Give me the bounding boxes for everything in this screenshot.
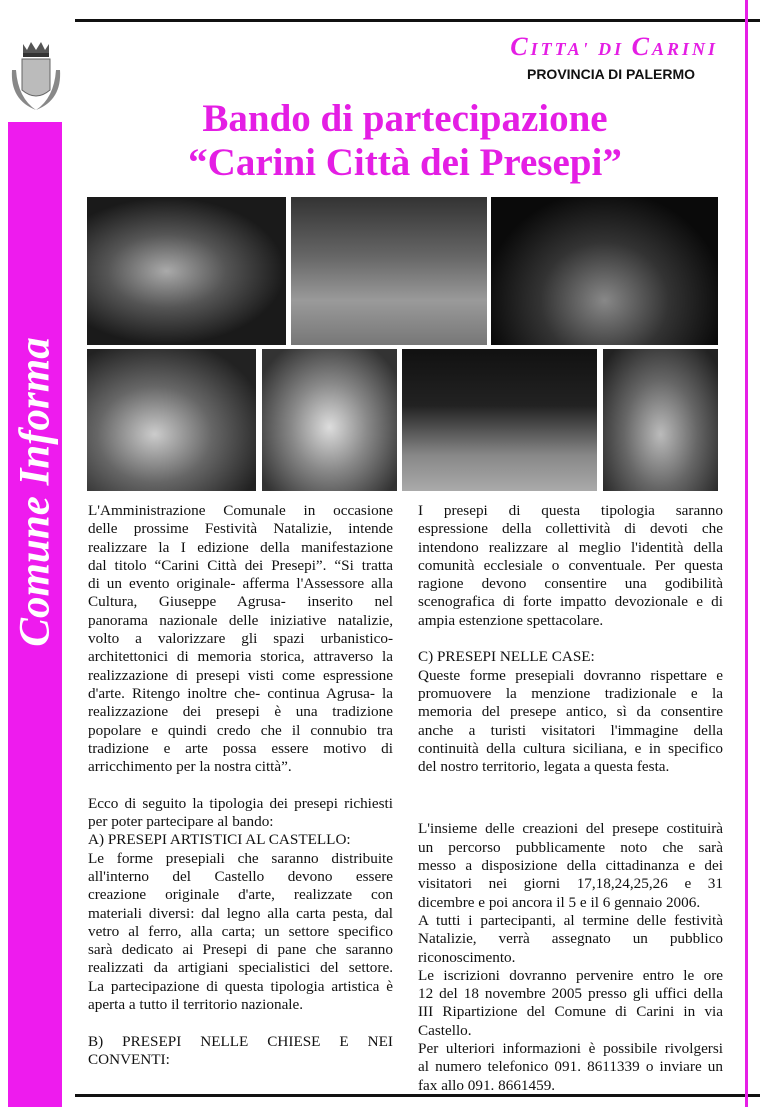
text-line: realizzare la I edizione della manifestazione — [88, 538, 393, 556]
text-line: popolare e quindi credo che il connubio tra — [88, 721, 393, 739]
text-line: delle prossime Festività Natalizie, intende — [88, 520, 393, 538]
text-line: espressione della collettività di devoti che — [418, 520, 723, 538]
paragraph-spacer — [88, 1014, 393, 1032]
photo-nativity-man — [290, 196, 488, 346]
text-line: I presepi di questa tipologia saranno — [418, 502, 723, 519]
text-line: L'insieme delle creazioni del presepe costituirà — [418, 820, 723, 838]
page-title: Bando di partecipazione — [202, 97, 608, 140]
paragraph — [418, 502, 723, 630]
left-text-column — [88, 502, 393, 1069]
text-line: Queste forme presepiali dovranno rispettare e — [418, 666, 723, 684]
text-line: Castello. — [418, 1021, 472, 1039]
paragraph-spacer — [418, 776, 723, 820]
text-line: sarà dedicato ai Presepi di pane che saranno — [88, 941, 393, 959]
text-line: realizzati da artigiani specialistici del settore. — [88, 959, 393, 977]
text-line: scenografica di forte impatto devozionale e di — [418, 593, 723, 611]
text-line: C) PRESEPI NELLE CASE: — [418, 648, 595, 666]
photo-nativity-woman — [86, 196, 287, 346]
text-line: dicembre e poi ancora il 5 e il 6 gennaio 2006. — [418, 893, 701, 911]
text-line: un percorso pubblicamente noto che sarà — [418, 838, 723, 856]
coat-of-arms-logo — [6, 40, 66, 118]
text-line: creazione originale d'arte, realizzate con — [88, 886, 393, 904]
text-line: visitatori nei giorni 17,18,24,25,26 e 31 — [418, 875, 723, 893]
text-line: memoria del presepe antico, sì da consentire — [418, 703, 723, 721]
sidebar-label: Comune Informa — [11, 337, 59, 647]
text-line: vetro al ferro, alla carta; un settore specifico — [88, 922, 393, 940]
text-line: promuovere la menzione tradizionale e la — [418, 684, 723, 702]
text-line: B) PRESEPI NELLE CHIESE E NEI — [88, 1032, 393, 1050]
text-line: arricchimento per la nostra città”. — [88, 758, 292, 776]
photo-mary-joseph — [261, 348, 398, 492]
paragraph — [88, 1033, 393, 1070]
text-line: CONVENTI: — [88, 1050, 170, 1068]
right-accent-bar — [745, 0, 748, 1107]
text-line: al numero telefonico 091. 8611339 o inviare un — [418, 1058, 723, 1076]
paragraph — [418, 648, 723, 776]
text-line: A) PRESEPI ARTISTICI AL CASTELLO: — [88, 831, 351, 849]
text-line: comunità ecclesiale o conventuale. Per questa — [418, 556, 723, 574]
text-line: materiali diversi: dal legno alla carta pesta, dal — [88, 904, 393, 922]
text-line: La partecipazione di questa tipologia artistica è — [88, 977, 393, 995]
paragraph-spacer — [88, 776, 393, 794]
text-line: ragione devono consentire una godibilità — [418, 575, 723, 593]
paragraph — [88, 795, 393, 1015]
photo-nativity-family — [86, 348, 257, 492]
text-line: d'arte. Ritengo inoltre che- continua Agrusa- la — [88, 684, 393, 702]
text-line: realizzazione dei presepi è una tradizione — [88, 703, 393, 721]
text-line: tradizione e arte possa essere motivo di — [88, 739, 393, 757]
text-line: dal titolo “Carini Città dei Presepi”. “Si tratta — [88, 556, 393, 574]
text-line: all'interno del Castello devono essere — [88, 867, 393, 885]
page-subtitle: “Carini Città dei Presepi” — [188, 141, 622, 184]
text-line: del nostro territorio, legata a questa festa. — [418, 758, 670, 776]
text-line: Per ulteriori informazioni è possibile rivolgersi — [418, 1040, 723, 1058]
text-line: aperta a tutto il territorio nazionale. — [88, 996, 304, 1014]
text-line: volto a valorizzare gli spazi urbanistico- — [88, 630, 393, 648]
text-line: architettonici di memoria storica, attraverso la — [88, 648, 393, 666]
text-line: III Ripartizione del Comune di Carini in via — [418, 1003, 723, 1021]
text-line: messo a disposizione della cittadinanza e dei — [418, 857, 723, 875]
text-line: panorama nazionale delle iniziative natalizie, — [88, 611, 393, 629]
text-line: di un evento originale- afferma l'Assessore alla — [88, 575, 393, 593]
paragraph — [88, 502, 393, 776]
text-line: intendono realizzare al meglio l'identità della — [418, 538, 723, 556]
paragraph-spacer — [418, 630, 723, 648]
text-line: Natalizie, verrà assegnato un pubblico — [418, 930, 723, 948]
text-line: Le iscrizioni dovranno pervenire entro le ore — [418, 966, 723, 984]
text-line: ampia estenzione spettacolare. — [418, 611, 604, 629]
top-rule — [75, 19, 760, 22]
text-line: 12 del 18 novembre 2005 presso gli uffici della — [418, 985, 723, 1003]
right-text-column — [418, 502, 723, 1095]
photo-interior-group — [602, 348, 719, 492]
city-name: CITTA' DI CARINI — [510, 32, 718, 61]
text-line: fax allo 091. 8661459. — [418, 1076, 556, 1094]
photo-hay-night — [401, 348, 598, 492]
text-line: continuità della cultura siciliana, e in specifico — [418, 739, 723, 757]
paragraph — [418, 820, 723, 1094]
text-line: per poter partecipare al bando: — [88, 813, 274, 831]
text-line: Ecco di seguito la tipologia dei presepi richiesti — [88, 794, 393, 812]
text-line: A tutti i partecipanti, al termine delle festività — [418, 911, 723, 929]
text-line: L'Amministrazione Comunale in occasione — [88, 502, 393, 519]
photo-night-procession — [490, 196, 719, 346]
text-line: realizzazione di presepi visti come espressione — [88, 666, 393, 684]
text-line: riconoscimento. — [418, 948, 516, 966]
province-name: PROVINCIA DI PALERMO — [526, 66, 695, 82]
text-line: Cultura, Giuseppe Agrusa- inserito nel — [88, 593, 393, 611]
text-line: Le forme presepiali che saranno distribuite — [88, 849, 393, 867]
text-line: anche a turisti visitatori l'immagine della — [418, 721, 723, 739]
